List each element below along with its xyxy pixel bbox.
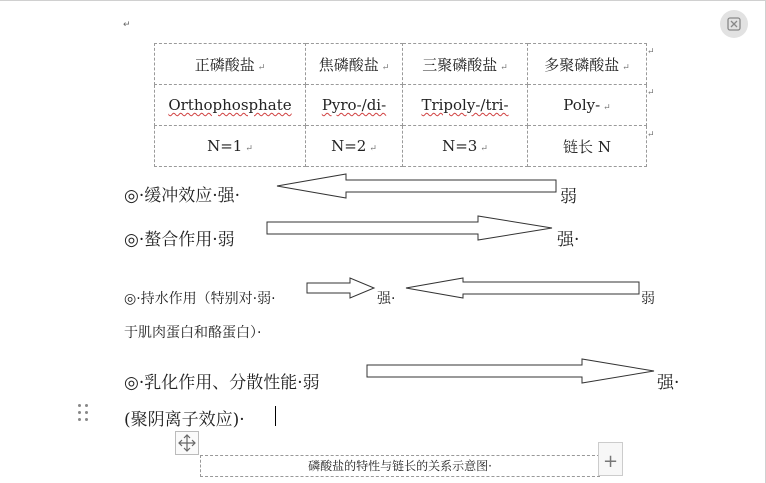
add-button[interactable]: + (598, 442, 623, 476)
chelation-label: ◎·螯合作用·弱 (124, 230, 235, 250)
figure-caption[interactable]: 磷酸盐的特性与链长的关系示意图· (200, 455, 600, 477)
table-cell[interactable]: Poly- ↵ (528, 85, 647, 126)
water-retention-weak: 弱 (641, 291, 655, 307)
table-cell[interactable]: Orthophosphate (155, 85, 306, 126)
table-cell[interactable]: Tripoly-/tri- (403, 85, 528, 126)
water-retention-strong: 强· (377, 291, 396, 307)
chelation-strong: 强· (557, 230, 580, 250)
row-end-mark: ↵ (647, 88, 655, 98)
buffer-effect-weak: 弱 (560, 187, 577, 207)
text-cursor (275, 406, 276, 426)
emulsification-strong: 强· (657, 373, 680, 393)
table-cell[interactable]: 链长 N (528, 126, 647, 167)
table-cell[interactable]: 多聚磷酸盐 ↵ (528, 44, 647, 85)
water-retention-note: 于肌肉蛋白和酪蛋白）· (124, 325, 262, 341)
move-icon[interactable] (175, 431, 199, 455)
right-arrow (266, 215, 554, 241)
right-arrow (366, 358, 656, 384)
left-arrow (405, 277, 641, 299)
collapse-button[interactable] (720, 10, 748, 38)
drag-handle-icon[interactable] (78, 404, 92, 424)
shrink-icon (726, 16, 742, 32)
table-cell[interactable]: Pyro-/di- (306, 85, 403, 126)
table-cell[interactable]: 正磷酸盐 ↵ (155, 44, 306, 85)
emulsification-label: ◎·乳化作用、分散性能·弱 (124, 373, 320, 393)
table-cell[interactable]: N=3 ↵ (403, 126, 528, 167)
polyanion-effect-label: (聚阴离子效应)· (124, 410, 245, 430)
phosphate-table[interactable] (154, 43, 647, 167)
paragraph-mark: ↵ (123, 20, 131, 30)
table-row (155, 44, 647, 85)
right-arrow (306, 277, 376, 299)
page-top-border (0, 0, 766, 1)
row-end-mark: ↵ (647, 130, 655, 140)
table-row (155, 85, 647, 126)
table-cell[interactable]: N=1 ↵ (155, 126, 306, 167)
table-cell[interactable]: N=2 ↵ (306, 126, 403, 167)
water-retention-label: ◎·持水作用（特别对·弱· (124, 291, 276, 307)
row-end-mark: ↵ (647, 47, 655, 57)
table-row (155, 126, 647, 167)
left-arrow (276, 173, 558, 199)
four-arrow-icon (178, 434, 196, 452)
table-cell[interactable]: 三聚磷酸盐 ↵ (403, 44, 528, 85)
buffer-effect-label: ◎·缓冲效应·强· (124, 186, 241, 206)
table-cell[interactable]: 焦磷酸盐 ↵ (306, 44, 403, 85)
